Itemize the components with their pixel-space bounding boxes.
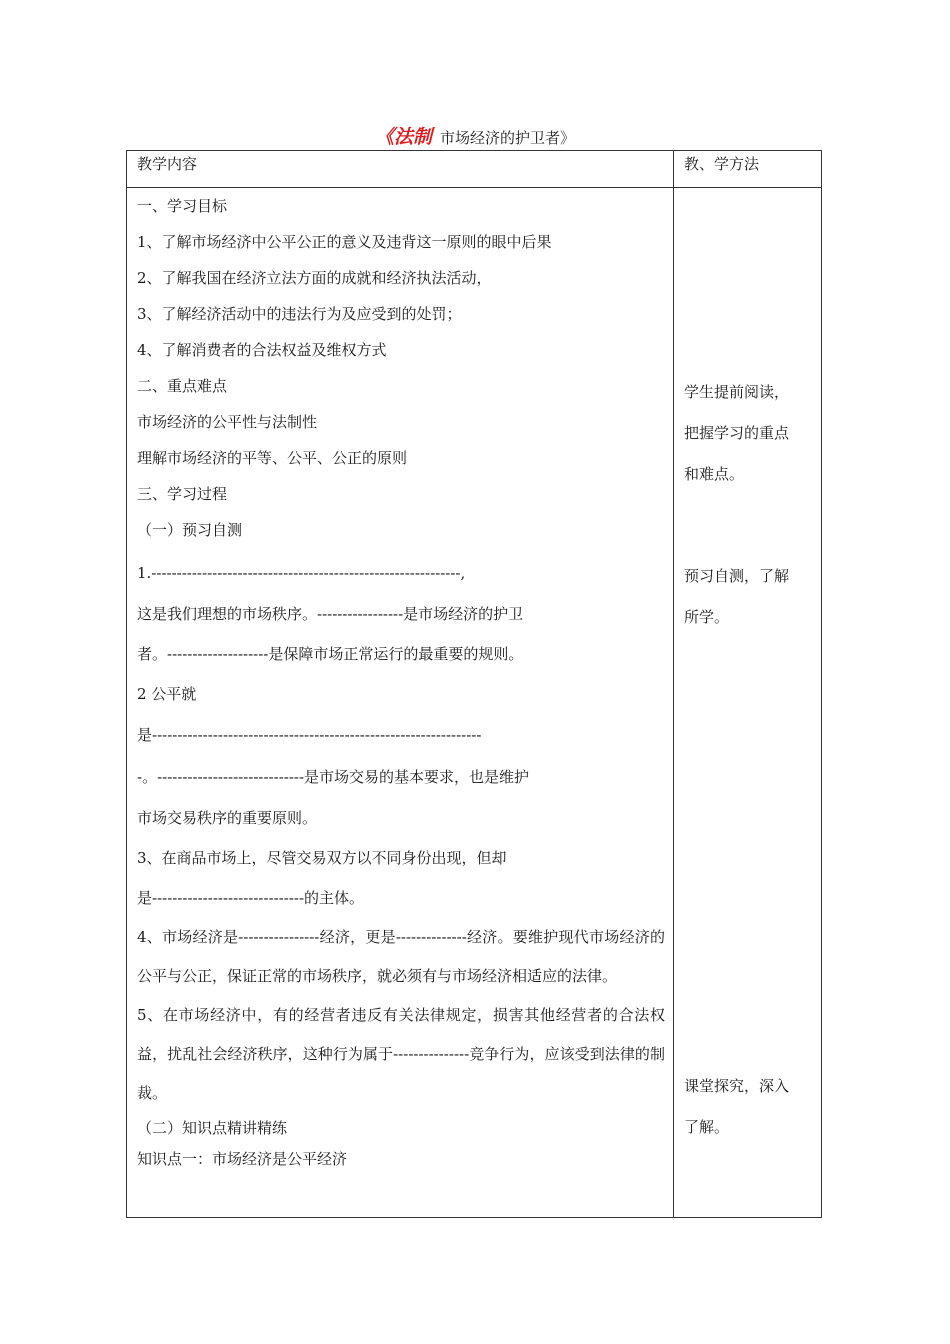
question-3-line-1: 3、在商品市场上，尽管交易双方以不同身份出现，但却 [137,849,507,867]
question-2-line-1: 2 公平就 [137,685,197,703]
title-sub: 市场经济的护卫者》 [440,129,576,147]
goal-3: 3、了解经济活动中的违法行为及应受到的处罚； [137,305,462,323]
key-heading: 二、重点难点 [137,377,228,395]
method-2-line-2: 所学。 [684,608,730,626]
method-3-line-2: 了解。 [684,1118,730,1136]
teaching-content-cell [137,188,665,1175]
knowledge-point-1: 知识点一：市场经济是公平经济 [137,1150,348,1168]
title-main: 《法制 [374,126,432,148]
goal-1: 1、了解市场经济中公平公正的意义及违背这一原则的眼中后果 [137,233,552,251]
question-4: 4、市场经济是----------------经济，更是--------------经济。要维护现代市场经济的公平与公正，保证正常的市场秩序，就必须有与市场经济相适应的法律。 [137,928,665,985]
goal-2: 2、了解我国在经济立法方面的成就和经济执法活动， [137,269,492,287]
method-block-explore [684,1066,814,1148]
preview-heading: （一）预习自测 [137,521,243,539]
key-point-1: 市场经济的公平性与法制性 [137,413,318,431]
knowledge-heading: （二）知识点精讲精练 [137,1119,288,1137]
question-1-line-2: 这是我们理想的市场秩序。-----------------是市场经济的护卫 [137,605,524,623]
question-1-line-1: 1.-------------------------------------------------------------, [137,564,466,582]
question-5: 5、在市场经济中，有的经营者违反有关法律规定，损害其他经营者的合法权益，扰乱社会经济秩序，这种行为属于---------------竞争行为，应该受到法律的制裁。 [137,1006,665,1102]
header-teaching-content: 教学内容 [137,155,198,173]
method-1-line-2: 把握学习的重点 [684,424,790,442]
question-2-line-4: 市场交易秩序的重要原则。 [137,809,318,827]
method-1-line-1: 学生提前阅读， [684,383,790,401]
table-column-divider [673,150,674,1218]
method-block-preview [684,556,814,638]
key-point-2: 理解市场经济的平等、公平、公正的原则 [137,449,408,467]
header-methods: 教、学方法 [684,155,760,173]
question-2-line-2: 是----------------------------------------------------------------- [137,726,482,744]
document-title [0,124,950,151]
process-heading: 三、学习过程 [137,485,228,503]
question-2-line-3: -。-----------------------------是市场交易的基本要求，也是维护 [137,768,530,786]
question-1-line-3: 者。--------------------是保障市场正常运行的最重要的规则。 [137,645,524,663]
method-block-reading [684,372,814,495]
question-3-line-2: 是------------------------------的主体。 [137,889,365,907]
method-2-line-1: 预习自测，了解 [684,567,790,585]
goal-4: 4、了解消费者的合法权益及维权方式 [137,341,387,359]
method-3-line-1: 课堂探究，深入 [684,1077,790,1095]
method-1-line-3: 和难点。 [684,465,745,483]
goals-heading: 一、学习目标 [137,197,228,215]
